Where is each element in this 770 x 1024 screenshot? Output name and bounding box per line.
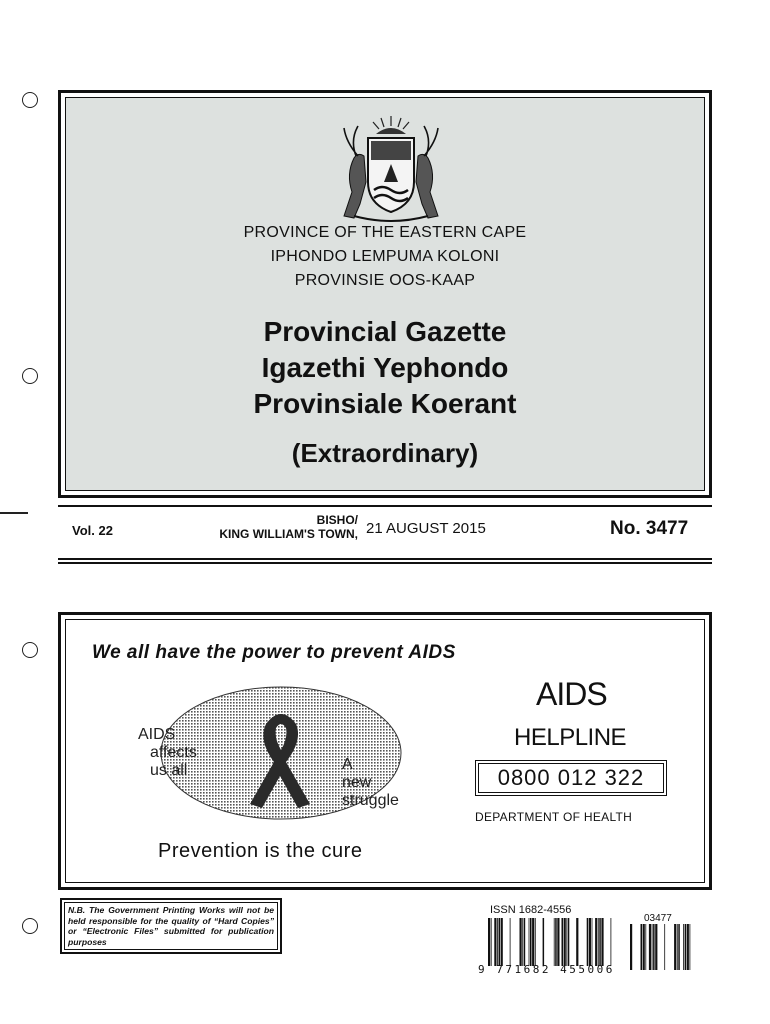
- ad-word: struggle: [342, 792, 399, 809]
- barcode-icon: [488, 918, 616, 966]
- barcode-bar: [598, 918, 599, 966]
- city-line: KING WILLIAM'S TOWN,: [219, 527, 358, 541]
- helpline-subheading: HELPLINE: [514, 724, 627, 751]
- issn-label: ISSN 1682-4556: [490, 904, 572, 916]
- divider: [58, 562, 712, 564]
- disclaimer-text: N.B. The Government Printing Works will not be held responsible for the quality of “Hard Copies” or “Electronic Files” submitted for publication purposes: [64, 902, 278, 950]
- barcode-bar: [687, 924, 689, 970]
- barcode-bar: [524, 918, 526, 966]
- issue-date: 21 AUGUST 2015: [366, 520, 486, 537]
- province-name-xhosa: IPHONDO LEMPUMA KOLONI: [270, 248, 500, 265]
- gazette-subtitle: (Extraordinary): [291, 438, 479, 468]
- barcode-bar: [611, 918, 612, 966]
- barcode-bar: [562, 918, 564, 966]
- province-name-afrikaans: PROVINSIE OOS-KAAP: [294, 272, 476, 289]
- binder-hole: [22, 918, 38, 934]
- barcode-bar: [645, 924, 646, 970]
- barcode-bar: [664, 924, 665, 970]
- barcode-bar: [566, 918, 567, 966]
- ad-word: A: [342, 756, 353, 773]
- gazette-title-afrikaans: Provinsiale Koerant: [253, 388, 517, 419]
- ad-tagline: Prevention is the cure: [158, 840, 363, 862]
- barcode-bar: [592, 918, 593, 966]
- ad-word: us all: [150, 762, 188, 779]
- barcode-bar: [557, 918, 559, 966]
- barcode-bar: [499, 918, 501, 966]
- barcode-bar: [535, 918, 536, 966]
- barcode-bar: [652, 924, 653, 970]
- barcode-bar: [595, 918, 597, 966]
- gazette-title-english: Provincial Gazette: [263, 316, 507, 347]
- ad-word: affects: [150, 744, 197, 761]
- barcode-bar: [501, 918, 503, 966]
- barcode-bar: [497, 918, 498, 966]
- divider: [58, 505, 712, 507]
- barcode-bar: [488, 918, 490, 966]
- barcode-bar: [568, 918, 570, 966]
- volume-number: Vol. 22: [72, 523, 113, 538]
- barcode-bar: [589, 918, 591, 966]
- barcode-bar: [555, 918, 557, 966]
- barcode-bar: [543, 918, 545, 966]
- ad-slogan: We all have the power to prevent AIDS: [92, 642, 456, 663]
- barcode-bar: [532, 918, 534, 966]
- barcode-bar: [520, 918, 522, 966]
- barcode-bar: [683, 924, 684, 970]
- barcode-bar: [685, 924, 687, 970]
- barcode-bar: [649, 924, 651, 970]
- barcode-bar: [653, 924, 655, 970]
- barcode-bar: [678, 924, 680, 970]
- disclaimer-notice: [60, 898, 282, 954]
- province-name-english: PROVINCE OF THE EASTERN CAPE: [243, 224, 527, 241]
- city-line: BISHO/: [316, 513, 358, 527]
- divider: [58, 558, 712, 560]
- barcode-bar: [690, 924, 691, 970]
- barcode-bar: [510, 918, 511, 966]
- barcode-bar: [655, 924, 657, 970]
- coat-of-arms-icon: [324, 112, 458, 224]
- ad-word: AIDS: [138, 726, 176, 743]
- ad-word: new: [342, 774, 372, 791]
- barcode-bar: [587, 918, 589, 966]
- barcode-bar: [554, 918, 555, 966]
- binder-hole: [22, 642, 38, 658]
- barcode-bar: [630, 924, 632, 970]
- ad-panel: [65, 619, 705, 883]
- barcode-bar: [530, 918, 532, 966]
- barcode-bar: [643, 924, 645, 970]
- barcode-addon-number: 03477: [644, 913, 672, 924]
- aids-helpline-ad: [58, 612, 712, 890]
- barcode-bar: [529, 918, 530, 966]
- addon-barcode-icon: [630, 924, 692, 970]
- barcode-bar: [641, 924, 643, 970]
- barcode-bar: [576, 918, 578, 966]
- helpline-phone-number: 0800 012 322: [478, 763, 664, 793]
- barcode-bar: [564, 918, 566, 966]
- barcode-bar: [674, 924, 676, 970]
- helpline-phone-box: [475, 760, 667, 796]
- barcode-digits: 9 771682 455006: [478, 963, 615, 976]
- barcode-bar: [601, 918, 603, 966]
- barcode-bar: [491, 918, 492, 966]
- publication-city: [219, 513, 358, 541]
- fold-mark: [0, 512, 28, 514]
- masthead-panel: [65, 97, 705, 491]
- gazette-title-xhosa: Igazethi Yephondo: [261, 352, 509, 383]
- helpline-heading: AIDS: [536, 676, 607, 712]
- barcode-bar: [677, 924, 678, 970]
- barcode-bar: [522, 918, 523, 966]
- issue-number: No. 3477: [610, 518, 689, 539]
- barcode-bar: [494, 918, 496, 966]
- binder-hole: [22, 92, 38, 108]
- gazette-masthead: [58, 90, 712, 498]
- binder-hole: [22, 368, 38, 384]
- barcode-bar: [599, 918, 601, 966]
- department-name: DEPARTMENT OF HEALTH: [475, 810, 633, 824]
